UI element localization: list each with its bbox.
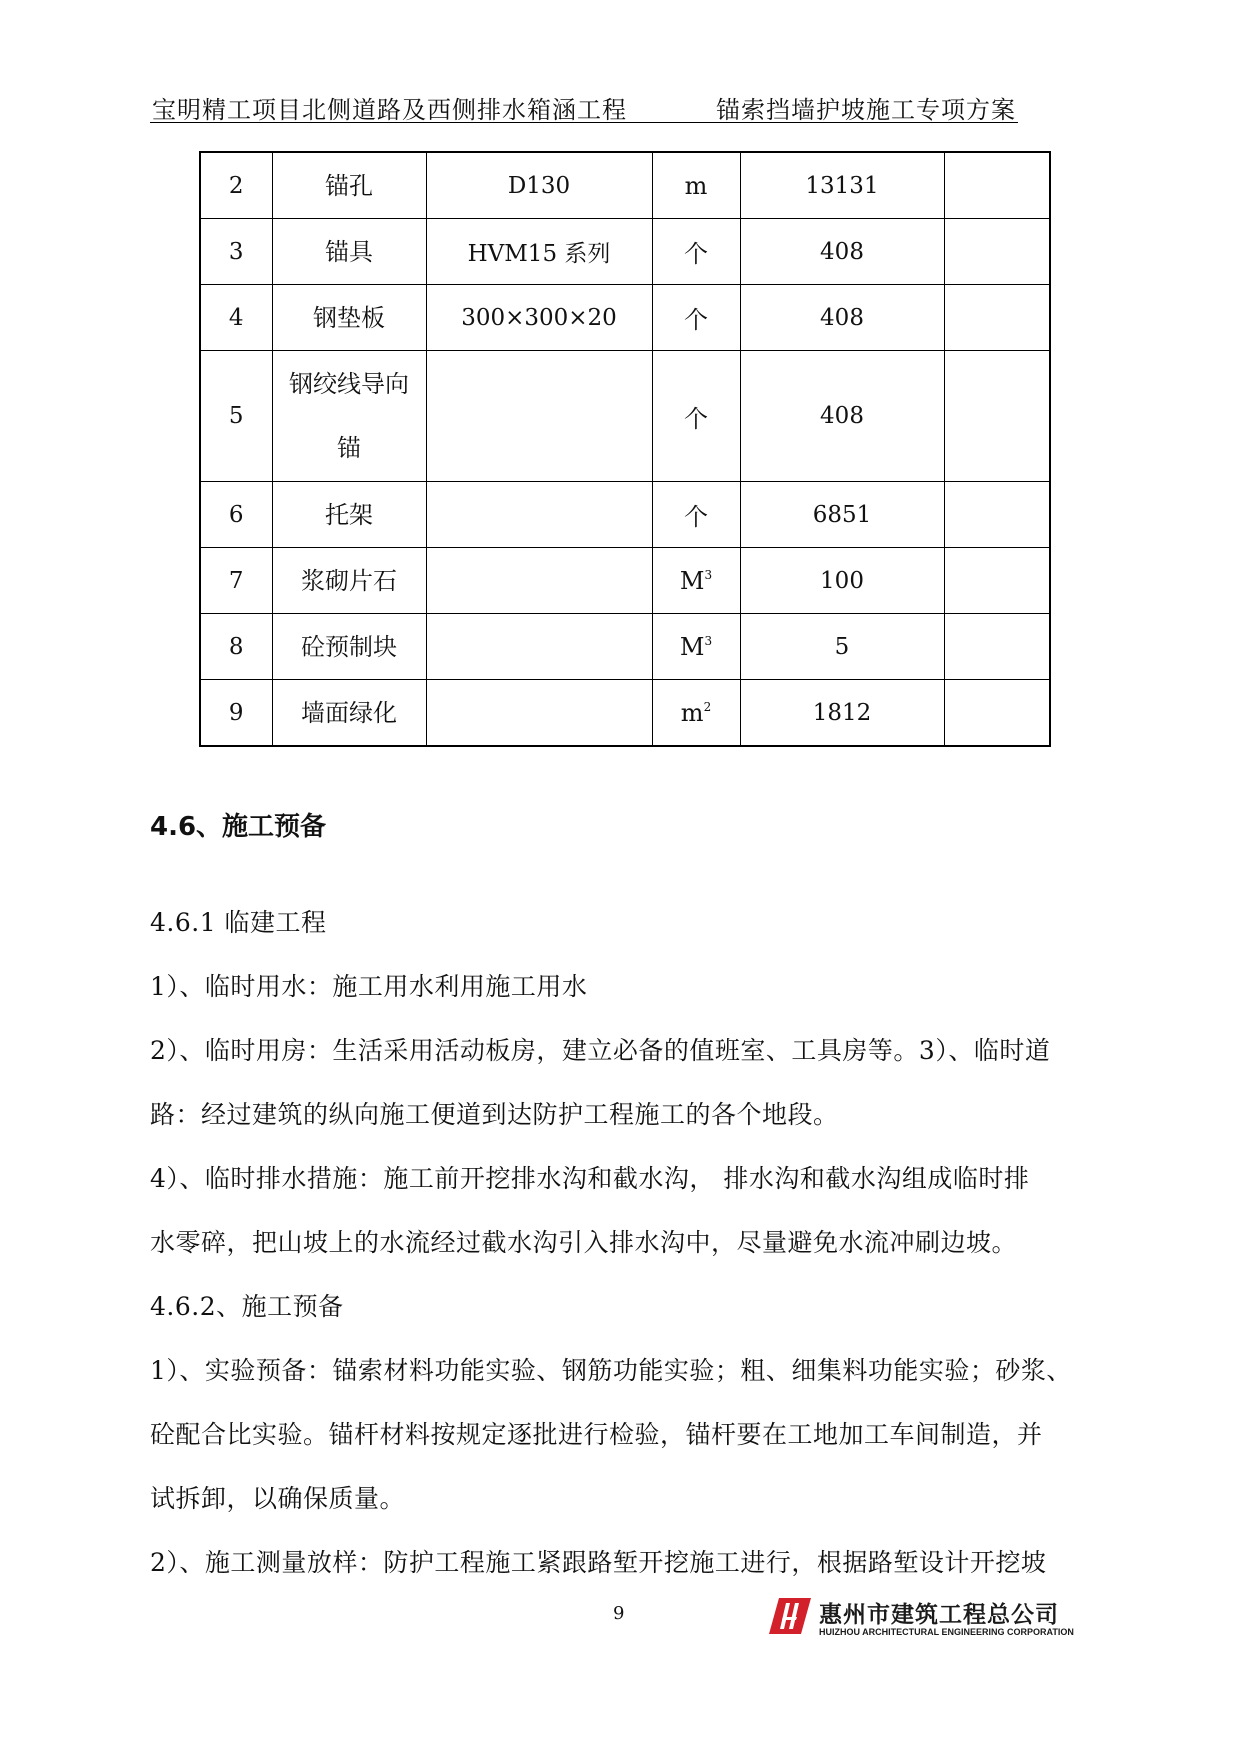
item-unit xyxy=(652,614,740,680)
item-quantity: 1812 xyxy=(740,680,944,747)
item-spec xyxy=(426,614,652,680)
item-note xyxy=(944,482,1050,548)
company-logo-icon xyxy=(767,1596,813,1636)
item-spec: HVM15 系列 xyxy=(426,219,652,285)
item-unit xyxy=(652,680,740,747)
paragraph: 2）、临时用房：生活采用活动板房，建立必备的值班室、工具房等。3）、临时道 xyxy=(150,1036,1051,1065)
table-row xyxy=(200,548,1050,614)
company-name-en: HUIZHOU ARCHITECTURAL ENGINEERING CORPORATION xyxy=(819,1627,1074,1637)
table-row xyxy=(200,482,1050,548)
unit-exponent: 2 xyxy=(703,699,712,714)
item-unit: m xyxy=(652,152,740,219)
row-number: 8 xyxy=(200,614,272,680)
item-note xyxy=(944,680,1050,747)
item-quantity: 408 xyxy=(740,285,944,351)
paragraph: 水零碎，把山坡上的水流经过截水沟引入排水沟中，尽量避免水流冲刷边坡。 xyxy=(150,1228,1018,1257)
unit-base: M xyxy=(679,566,705,595)
header-project-title: 宝明精工项目北侧道路及西侧排水箱涵工程 xyxy=(152,96,627,124)
item-spec xyxy=(426,548,652,614)
row-number: 3 xyxy=(200,219,272,285)
item-name: 锚具 xyxy=(272,219,426,285)
paragraph: 4）、临时排水措施：施工前开挖排水沟和截水沟， 排水沟和截水沟组成临时排 xyxy=(150,1164,1030,1193)
item-unit: 个 xyxy=(652,285,740,351)
row-number: 9 xyxy=(200,680,272,747)
item-name: 锚孔 xyxy=(272,152,426,219)
paragraph: 砼配合比实验。锚杆材料按规定逐批进行检验，锚杆要在工地加工车间制造，并 xyxy=(150,1420,1043,1449)
subsection-title: 4.6.1 临建工程 xyxy=(150,908,327,937)
page-number: 9 xyxy=(613,1603,625,1624)
table-row xyxy=(200,680,1050,747)
company-logo xyxy=(767,1596,1074,1642)
item-spec xyxy=(426,680,652,747)
row-number: 7 xyxy=(200,548,272,614)
item-quantity: 13131 xyxy=(740,152,944,219)
page-header xyxy=(150,86,1018,123)
item-note xyxy=(944,285,1050,351)
item-spec: 300×300×20 xyxy=(426,285,652,351)
item-note xyxy=(944,219,1050,285)
unit-exponent: 3 xyxy=(704,633,713,648)
paragraph: 1）、实验预备：锚索材料功能实验、钢筋功能实验；粗、细集料功能实验；砂浆、 xyxy=(150,1356,1072,1385)
item-unit: 个 xyxy=(652,482,740,548)
unit-base: M xyxy=(679,632,705,661)
item-name: 钢垫板 xyxy=(272,285,426,351)
table-row xyxy=(200,614,1050,680)
item-name: 墙面绿化 xyxy=(272,680,426,747)
row-number: 6 xyxy=(200,482,272,548)
item-name: 浆砌片石 xyxy=(272,548,426,614)
company-name-cn: 惠州市建筑工程总公司 xyxy=(819,1602,1059,1628)
row-number: 4 xyxy=(200,285,272,351)
item-note xyxy=(944,614,1050,680)
item-name xyxy=(272,351,426,482)
item-quantity: 408 xyxy=(740,219,944,285)
item-note xyxy=(944,351,1050,482)
item-spec xyxy=(426,482,652,548)
unit-base: m xyxy=(680,698,704,727)
item-quantity: 5 xyxy=(740,614,944,680)
item-spec: D130 xyxy=(426,152,652,219)
item-name: 砼预制块 xyxy=(272,614,426,680)
unit-exponent: 3 xyxy=(704,567,713,582)
quantity-table xyxy=(199,151,1051,747)
item-quantity: 6851 xyxy=(740,482,944,548)
paragraph: 试拆卸，以确保质量。 xyxy=(150,1484,406,1513)
header-document-title: 锚索挡墙护坡施工专项方案 xyxy=(716,96,1016,124)
paragraph: 2）、施工测量放样：防护工程施工紧跟路堑开挖施工进行，根据路堑设计开挖坡 xyxy=(150,1548,1047,1577)
item-quantity: 100 xyxy=(740,548,944,614)
paragraph: 1）、临时用水：施工用水利用施工用水 xyxy=(150,972,588,1001)
table-row xyxy=(200,285,1050,351)
table-row xyxy=(200,152,1050,219)
item-name: 托架 xyxy=(272,482,426,548)
item-unit: 个 xyxy=(652,351,740,482)
item-note xyxy=(944,152,1050,219)
item-spec xyxy=(426,351,652,482)
item-unit xyxy=(652,548,740,614)
section-heading: 4.6、施工预备 xyxy=(150,812,327,842)
paragraph: 路：经过建筑的纵向施工便道到达防护工程施工的各个地段。 xyxy=(150,1100,839,1129)
subsection-title: 4.6.2、施工预备 xyxy=(150,1292,344,1321)
item-unit: 个 xyxy=(652,219,740,285)
item-name-line: 锚 xyxy=(337,434,361,462)
item-name-line: 钢绞线导向 xyxy=(289,370,409,398)
row-number: 2 xyxy=(200,152,272,219)
row-number: 5 xyxy=(200,351,272,482)
table-row xyxy=(200,219,1050,285)
item-note xyxy=(944,548,1050,614)
item-quantity: 408 xyxy=(740,351,944,482)
table-row xyxy=(200,351,1050,482)
